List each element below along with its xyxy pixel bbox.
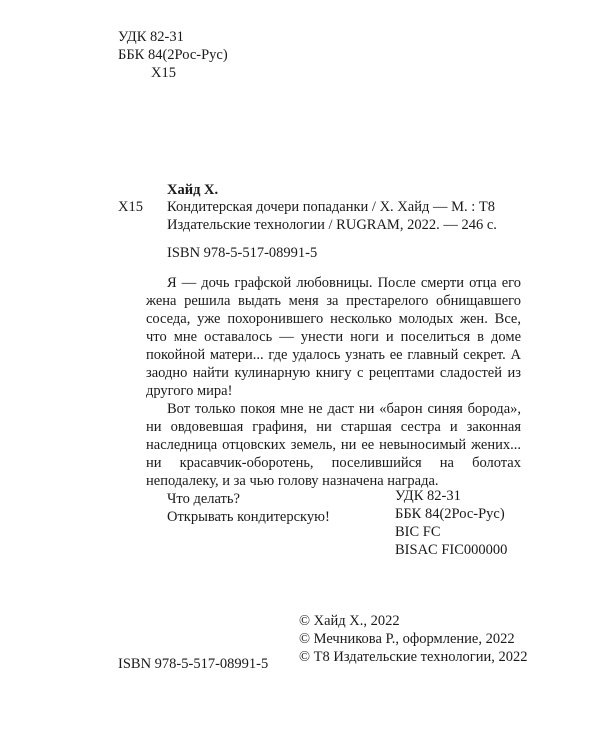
bisac-code: BISAC FIC000000 <box>395 542 508 558</box>
subject-codes <box>395 487 507 559</box>
bibliographic-description: Кондитерская дочери попаданки / Х. Хайд — М. : Т8 Издательские технологии / RUGRAM, 2022. — 246 с. <box>167 199 497 233</box>
author-mark: Х15 <box>151 65 176 81</box>
copyright-line: © Хайд Х., 2022 <box>299 613 400 629</box>
author-heading: Хайд Х. <box>167 182 219 198</box>
bbk-code: ББК 84(2Рос-Рус) <box>118 47 228 63</box>
copyright-line: © Т8 Издательские технологии, 2022 <box>299 649 528 665</box>
bic-code: BIC FC <box>395 524 441 540</box>
author-mark-record: Х15 <box>118 199 143 215</box>
annotation-paragraph: Вот только покоя мне не даст ни «барон синяя борода», ни овдовевшая графиня, ни старшая сестра и законная наследница отцовских земель, ни ее невыносимый жених... ни красавчик-оборотень, поселившийся на болотах неподалеку, и за чью голову назначена награда. <box>146 401 521 489</box>
annotation-paragraph: Что делать? <box>167 491 240 507</box>
copyright-notices <box>299 612 528 666</box>
classification-block <box>118 28 228 82</box>
annotation-paragraph: Открывать кондитерскую! <box>167 509 330 525</box>
isbn-record: ISBN 978-5-517-08991-5 <box>167 245 318 261</box>
copyright-line: © Мечникова Р., оформление, 2022 <box>299 631 515 647</box>
udk-code-bottom: УДК 82-31 <box>395 488 461 504</box>
udk-code: УДК 82-31 <box>118 29 184 45</box>
bbk-code-bottom: ББК 84(2Рос-Рус) <box>395 506 505 522</box>
isbn-footer: ISBN 978-5-517-08991-5 <box>118 656 269 672</box>
annotation-paragraph: Я — дочь графской любовницы. После смерти отца его жена решила выдать меня за престарелого обнищавшего соседа, уже похоронившего несколько молодых жен. Все, что мне оставалось — унести ноги и поселиться в доме покойной матери... где удалось узнать ее главный секрет. А заодно найти кулинарную книгу с рецептами сладостей из другого мира! <box>146 275 521 399</box>
